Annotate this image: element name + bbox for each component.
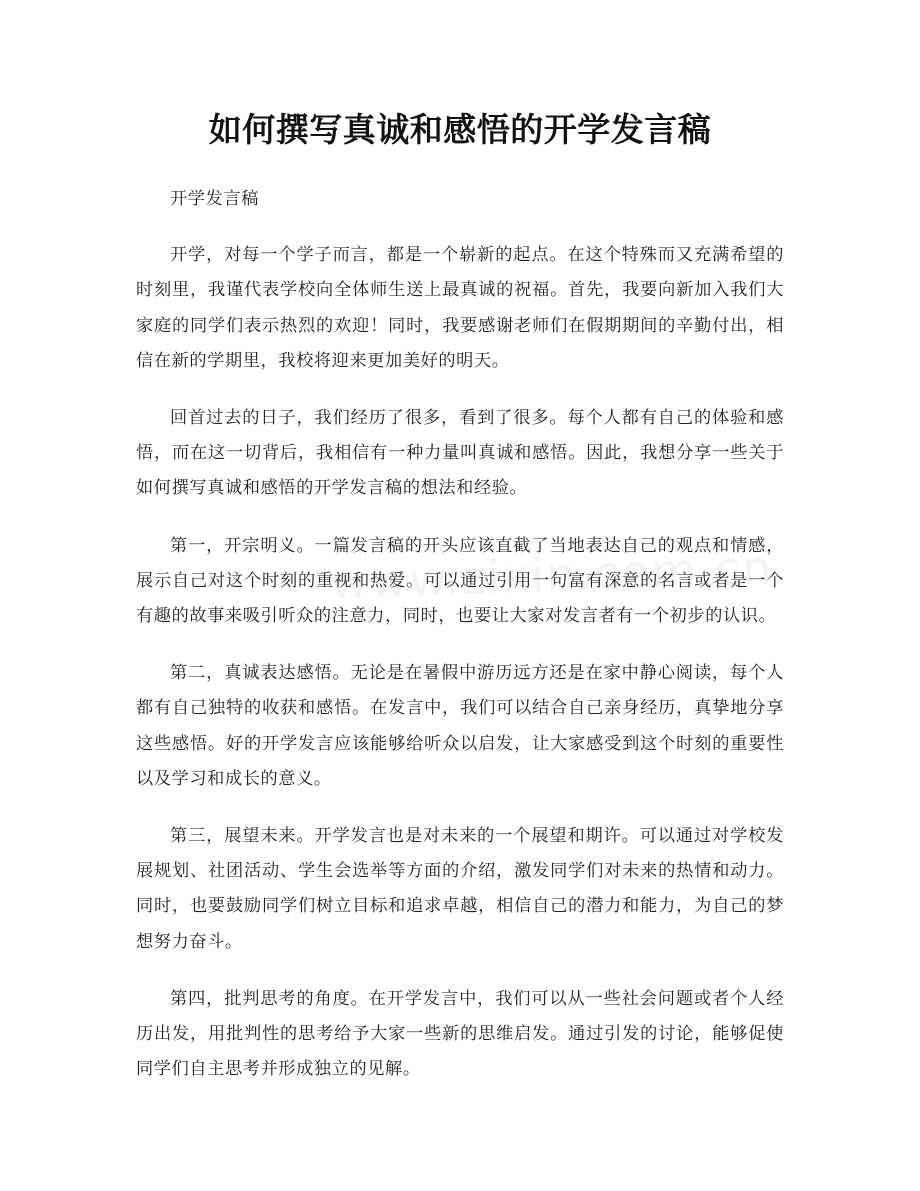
paragraph-intro: 开学，对每一个学子而言，都是一个崭新的起点。在这个特殊而又充满希望的时刻里，我谨代表学校向全体师生送上最真诚的祝福。首先，我要向新加入我们大家庭的同学们表示热烈的欢迎！同时，我要感谢老师们在假期期间的辛勤付出，相信在新的学期里，我校将迎来更加美好的明天。 bbox=[136, 245, 784, 371]
paragraph-reflection: 回首过去的日子，我们经历了很多，看到了很多。每个人都有自己的体验和感悟，而在这一切背后，我相信有一种力量叫真诚和感悟。因此，我想分享一些关于如何撰写真诚和感悟的开学发言稿的想法和经验。 bbox=[136, 408, 784, 499]
document-title: 如何撰写真诚和感悟的开学发言稿 bbox=[208, 110, 712, 149]
document-body bbox=[136, 182, 784, 1109]
paragraph-point-3: 第三，展望未来。开学发言也是对未来的一个展望和期许。可以通过对学校发展规划、社团活动、学生会选举等方面的介绍，激发同学们对未来的热情和动力。同时，也要鼓励同学们树立目标和追求卓越，相信自己的潜力和能力，为自己的梦想努力奋斗。 bbox=[136, 826, 784, 952]
paragraph-point-1: 第一，开宗明义。一篇发言稿的开头应该直截了当地表达自己的观点和情感，展示自己对这个时刻的重视和热爱。可以通过引用一句富有深意的名言或者是一个有趣的故事来吸引听众的注意力，同时，也要让大家对发言者有一个初步的认识。 bbox=[136, 535, 784, 627]
paragraph-subtitle: 开学发言稿 bbox=[170, 189, 259, 209]
paragraph-point-4: 第四，批判思考的角度。在开学发言中，我们可以从一些社会问题或者个人经历出发，用批判性的思考给予大家一些新的思维启发。通过引发的讨论，能够促使同学们自主思考并形成独立的见解。 bbox=[136, 988, 784, 1080]
paragraph-point-2: 第二，真诚表达感悟。无论是在暑假中游历远方还是在家中静心阅读，每个人都有自己独特的收获和感悟。在发言中，我们可以结合自己亲身经历，真挚地分享这些感悟。好的开学发言应该能够给听众以启发，让大家感受到这个时刻的重要性以及学习和成长的意义。 bbox=[136, 663, 784, 789]
